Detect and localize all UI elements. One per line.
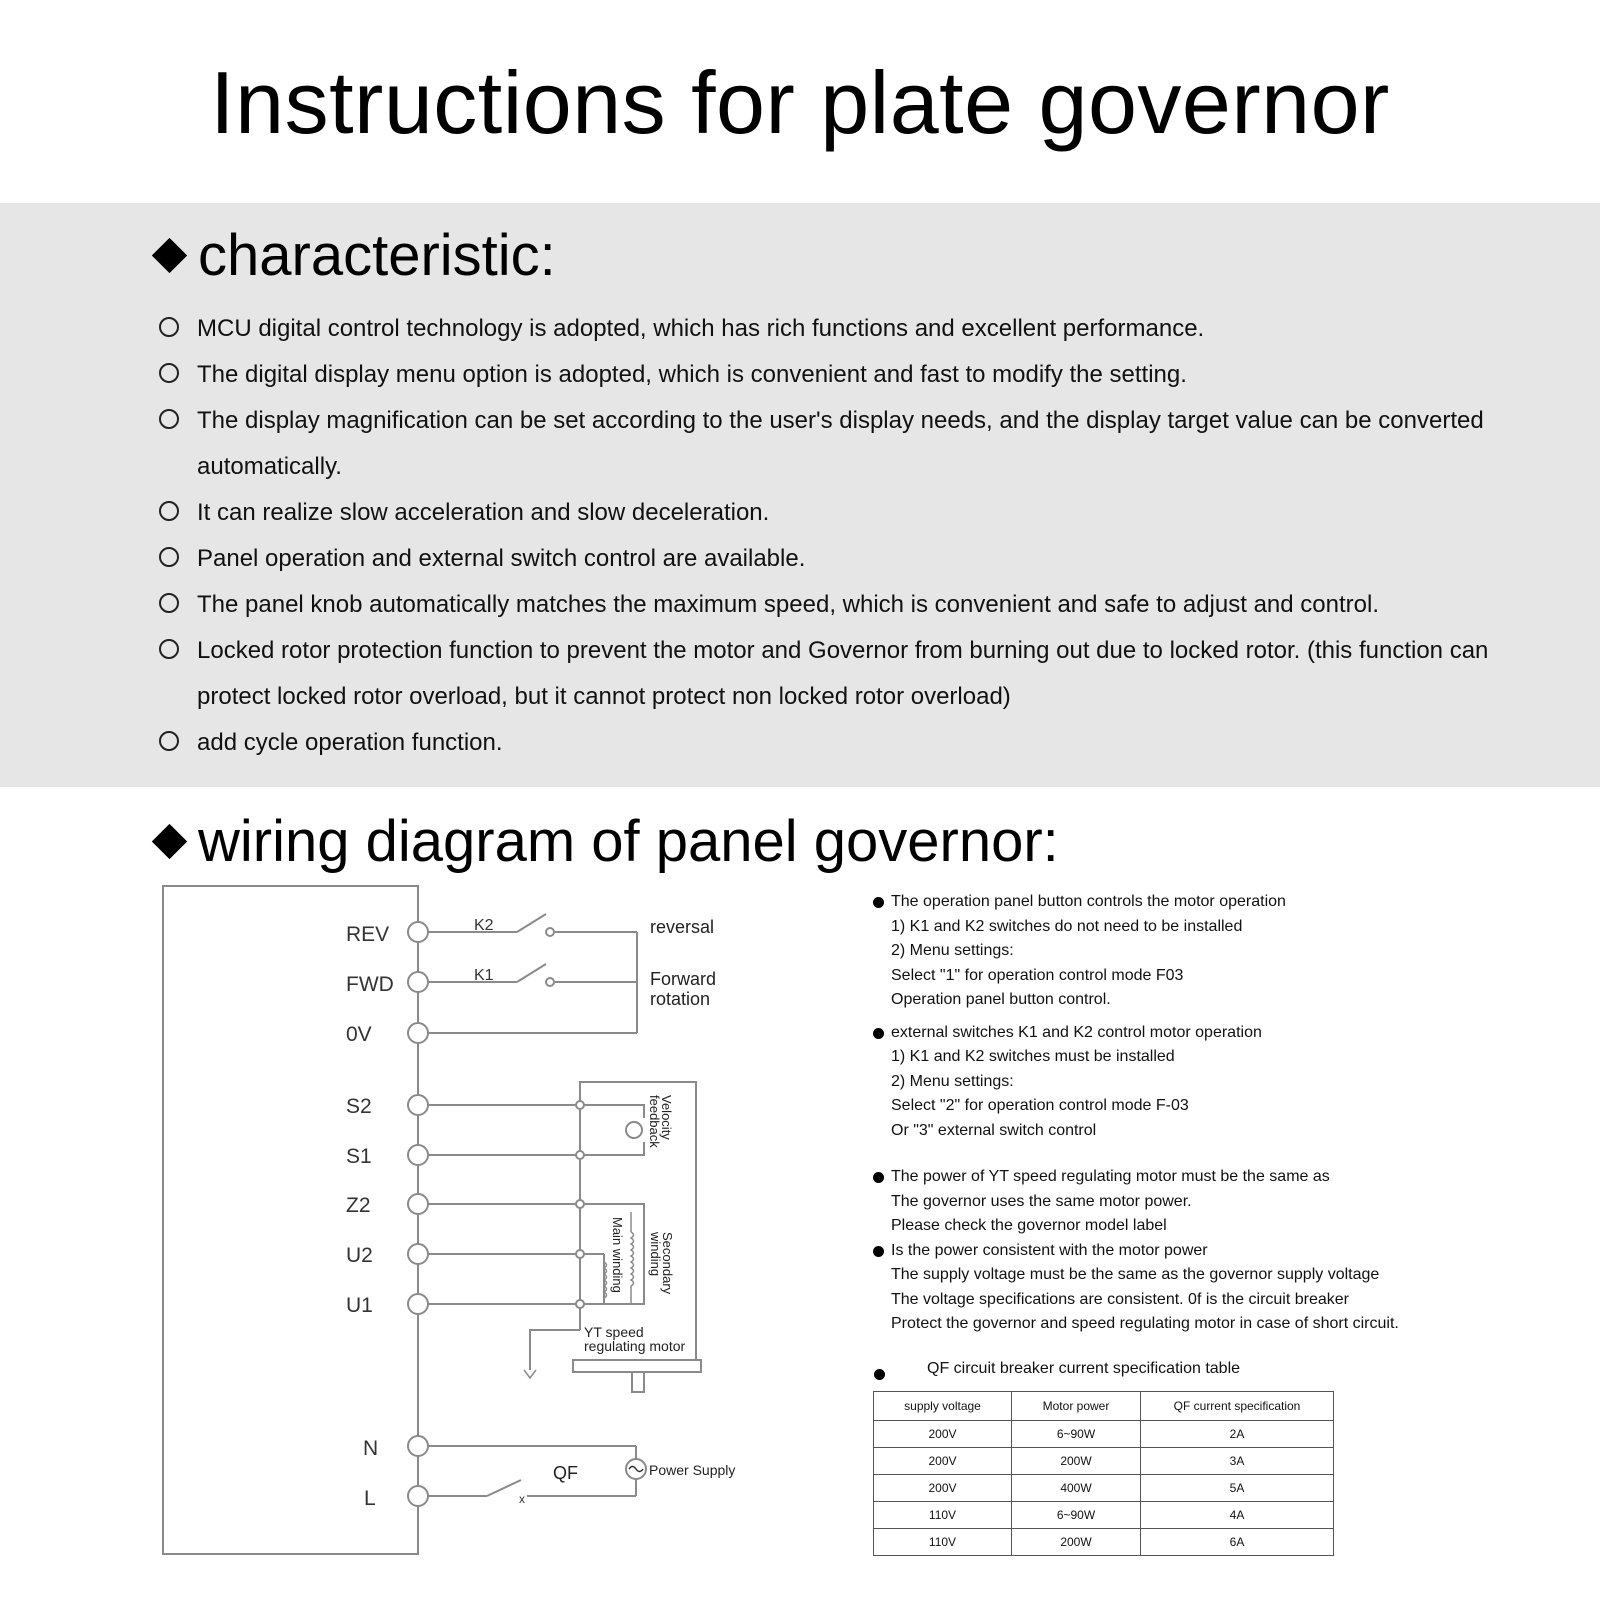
table-cell: 200V — [874, 1448, 1012, 1475]
table-row — [874, 1475, 1334, 1502]
wiring-notes — [873, 890, 1493, 1337]
note-line: Please check the governor model label — [891, 1217, 1167, 1234]
wiring-diagram — [0, 0, 760, 1600]
note-external-switch — [873, 1021, 1493, 1144]
terminal-label: Z2 — [346, 1194, 371, 1217]
table-cell: 6~90W — [1012, 1502, 1141, 1529]
note-line: The power of YT speed regulating motor must be the same as — [891, 1168, 1330, 1185]
terminal-label: U1 — [346, 1294, 373, 1317]
note-supply-voltage — [873, 1239, 1493, 1337]
reversal-label: reversal — [650, 917, 715, 937]
forward-label-line1: Forward — [650, 969, 717, 989]
note-line: Or "3" external switch control — [891, 1121, 1097, 1139]
note-panel-control — [873, 890, 1493, 1013]
feature-text: Panel operation and external switch control are available. — [197, 545, 806, 572]
table-cell: 6A — [1141, 1529, 1334, 1556]
wiring-heading-text: wiring diagram of panel governor: — [198, 809, 1059, 874]
bullet-dot-icon — [873, 1246, 884, 1257]
table-cell: 4A — [1141, 1502, 1334, 1529]
note-line: Is the power consistent with the motor power — [891, 1241, 1208, 1259]
qf-caption-text: QF circuit breaker current specification table — [927, 1360, 1241, 1377]
table-cell: 3A — [1141, 1448, 1334, 1475]
power-supply-label: Power Supply — [649, 1462, 736, 1478]
terminal-label: FWD — [346, 973, 394, 996]
table-cell: 2A — [1141, 1421, 1334, 1448]
table-row — [874, 1448, 1334, 1475]
breaker-x-mark: x — [519, 1492, 525, 1506]
feature-text: Locked rotor protection function to prevent the motor and Governor from burning out due to locked rotor. (this function can protect locked rotor overload, but it cannot protect non locked rotor overload) — [197, 637, 1489, 710]
note-line: 1) K1 and K2 switches must be installed — [891, 1048, 1175, 1065]
note-line: The supply voltage must be the same as the governor supply voltage — [891, 1266, 1380, 1283]
column-header: Motor power — [1012, 1392, 1141, 1421]
table-row — [874, 1421, 1334, 1448]
note-motor-power — [873, 1165, 1493, 1239]
table-cell: 200W — [1012, 1529, 1141, 1556]
forward-label-line2: rotation — [650, 989, 711, 1009]
table-row — [874, 1529, 1334, 1556]
motor-label-line1: YT speed — [584, 1324, 644, 1340]
k2-label: K2 — [474, 917, 494, 934]
terminal-circles — [408, 922, 646, 1506]
bullet-dot-icon — [873, 1028, 884, 1039]
main-winding-label: Main winding — [610, 1217, 625, 1293]
note-line: 2) Menu settings: — [891, 1072, 1014, 1090]
motor-label-line2: regulating motor — [584, 1338, 686, 1354]
k2-switch — [517, 914, 546, 932]
qf-label: QF — [553, 1463, 578, 1483]
note-line: external switches K1 and K2 control motor operation — [891, 1023, 1262, 1041]
terminal-label: S1 — [346, 1145, 372, 1168]
secondary-label-line1: Secondary — [660, 1232, 675, 1295]
qf-spec-table — [873, 1391, 1334, 1556]
note-line: The operation panel button controls the motor operation — [891, 893, 1286, 910]
terminal-label: REV — [346, 923, 390, 946]
table-cell: 200V — [874, 1475, 1012, 1502]
table-row — [874, 1502, 1334, 1529]
k1-label: K1 — [474, 967, 494, 984]
note-line: 1) K1 and K2 switches do not need to be installed — [891, 917, 1243, 935]
qf-breaker-switch — [487, 1480, 521, 1496]
table-cell: 200W — [1012, 1448, 1141, 1475]
terminal-label: U2 — [346, 1244, 373, 1267]
note-line: 2) Menu settings: — [891, 942, 1014, 959]
velocity-label-line1: Velocity — [659, 1095, 674, 1140]
velocity-label-line2: feedback — [647, 1095, 662, 1148]
table-cell: 6~90W — [1012, 1421, 1141, 1448]
page-title: Instructions for plate governor — [210, 53, 1390, 152]
feature-text: The display magnification can be set according to the user's display needs, and the display target value can be converted automatically. — [197, 407, 1484, 480]
note-line: Protect the governor and speed regulating motor in case of short circuit. — [891, 1315, 1399, 1332]
terminal-label: S2 — [346, 1095, 372, 1118]
table-cell: 400W — [1012, 1475, 1141, 1502]
note-line: The governor uses the same motor power. — [891, 1192, 1192, 1210]
feature-text: The panel knob automatically matches the maximum speed, which is convenient and safe to adjust and control. — [197, 591, 1379, 618]
terminal-label: 0V — [346, 1023, 372, 1046]
note-line: Select "2" for operation control mode F-03 — [891, 1097, 1189, 1114]
bullet-dot-icon — [873, 1172, 884, 1183]
feature-text: It can realize slow acceleration and slow deceleration. — [197, 499, 770, 526]
feature-text: add cycle operation function. — [197, 729, 503, 756]
column-header: supply voltage — [874, 1392, 1012, 1421]
bullet-dot-icon — [873, 897, 884, 908]
note-line: Operation panel button control. — [891, 991, 1111, 1008]
table-header-row — [874, 1392, 1334, 1421]
feature-text: MCU digital control technology is adopted, which has rich functions and excellent performance. — [197, 315, 1205, 342]
column-header: QF current specification — [1141, 1392, 1334, 1421]
table-cell: 110V — [874, 1529, 1012, 1556]
characteristic-heading-text: characteristic: — [198, 223, 556, 288]
bullet-dot-icon — [874, 1369, 885, 1380]
k1-switch — [517, 964, 546, 982]
table-cell: 200V — [874, 1421, 1012, 1448]
terminal-label: L — [364, 1487, 376, 1510]
note-line: The voltage specifications are consistent. 0f is the circuit breaker — [891, 1290, 1349, 1308]
table-cell: 5A — [1141, 1475, 1334, 1502]
ground-icon — [524, 1370, 536, 1378]
secondary-label-line2: winding — [648, 1232, 663, 1277]
terminal-label: N — [363, 1437, 379, 1460]
note-line: Select "1" for operation control mode F03 — [891, 966, 1184, 984]
table-cell: 110V — [874, 1502, 1012, 1529]
feature-text: The digital display menu option is adopted, which is convenient and fast to modify the setting. — [197, 361, 1187, 388]
